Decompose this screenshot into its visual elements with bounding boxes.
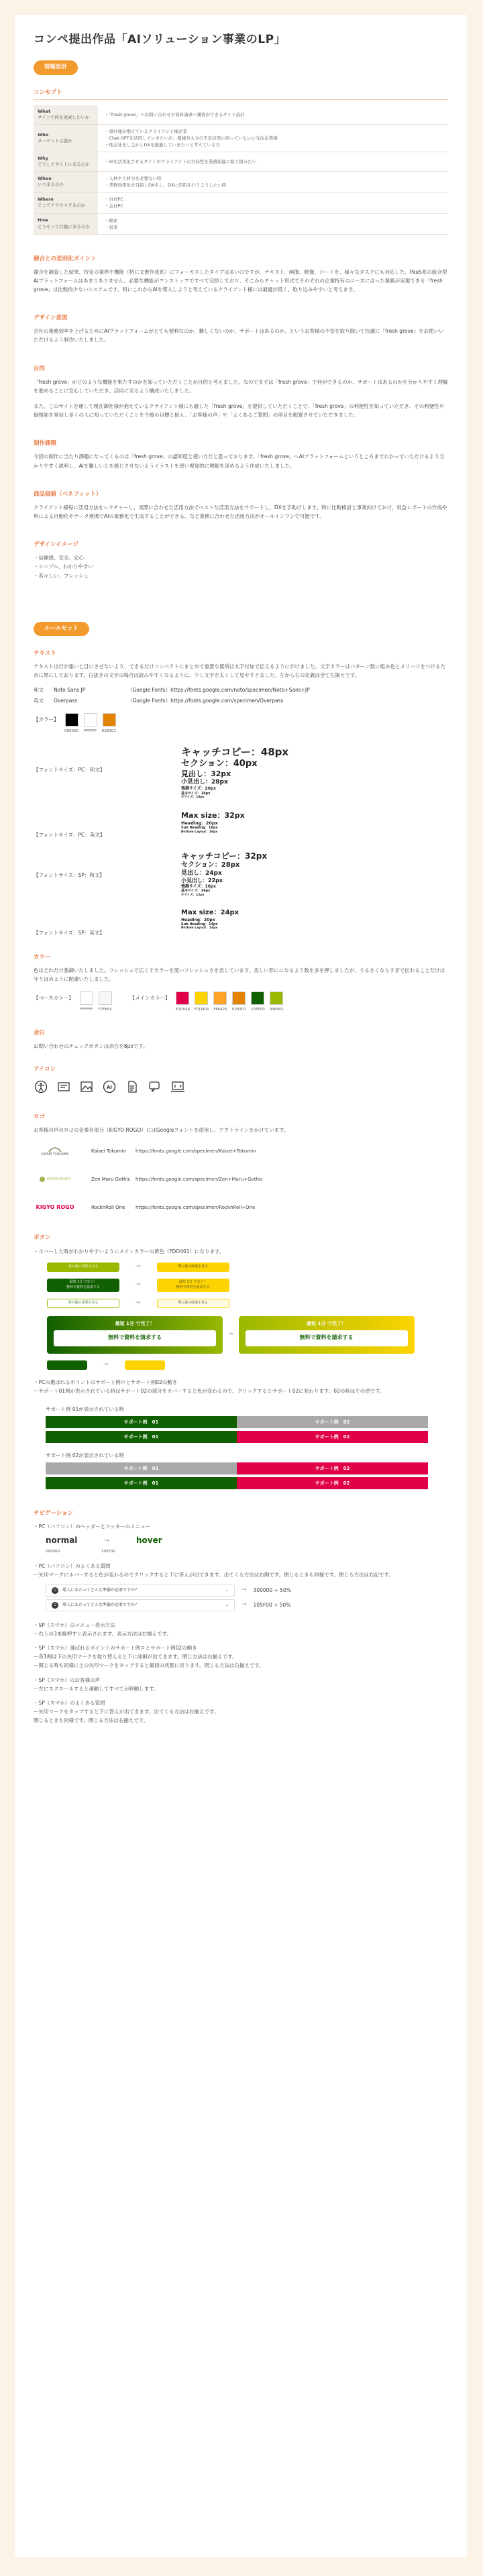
swatch-chip bbox=[195, 991, 208, 1005]
concept-key: Who ターゲットは誰か bbox=[34, 124, 98, 152]
design-image-heading: デザインイメージ bbox=[34, 541, 78, 549]
button-state-pair bbox=[47, 1299, 448, 1308]
concept-key: What サイトで何を達成したいか bbox=[34, 105, 98, 125]
sample-cta-small-normal[interactable]: 最短 1分 で完了！ 無料で資料を請求する bbox=[47, 1279, 119, 1292]
logo-block bbox=[34, 1113, 448, 1216]
concept-row bbox=[34, 124, 448, 152]
concept-key: Where どこでアクセスするのか bbox=[34, 193, 98, 213]
design-intent-block bbox=[34, 314, 448, 344]
margin-heading: 余白 bbox=[34, 1029, 46, 1036]
differentiation-block bbox=[34, 255, 448, 294]
logo-rocknroll: KIGYO ROGO bbox=[36, 1204, 74, 1211]
tab-group-state-2 bbox=[46, 1462, 428, 1474]
ocr-icon bbox=[56, 1079, 71, 1094]
nav-color-codes: 000000 105F00 bbox=[46, 1550, 115, 1554]
tab-support-02[interactable]: サポート例 02 bbox=[237, 1462, 428, 1474]
font-size-sample: 基本サイズ：14px bbox=[181, 889, 211, 894]
button-description: ・ホバーした時がわかりやすいようにメインカラーの黄色（FDD401）になります。 bbox=[34, 1248, 225, 1254]
tab-support-01[interactable]: サポート例 01 bbox=[46, 1462, 237, 1474]
hover-description-2: ーサポート01例が表示されている時はサポート02の部分をカバーすると色が変わるので、クリックするとサポート02に変わります。02の時はその逆です。 bbox=[34, 1387, 385, 1394]
palette-swatches: 【ベースカラー】 FFFFFF F7F6F4 【メインカラー】 E10048 FDD401 FFA426 E28301 105F00 99B901 bbox=[34, 991, 448, 1013]
color-swatch: FFA426 bbox=[213, 991, 227, 1013]
swatch-chip bbox=[84, 713, 97, 727]
design-keyword: ・若々しい、フレッシュ bbox=[34, 572, 89, 579]
nav-description-5: ・SP（スマホ）のお客様の声 ー左にスクロールすると連動してすべてが移動します。 bbox=[34, 1676, 159, 1692]
concept-row bbox=[34, 213, 448, 234]
concept-value: ・検索 ・営業 bbox=[98, 213, 448, 234]
nav-description-3: ・SP（スマホ）のメニュー表示方法 ー右上の3本線押すと表示されます。表示方法は右揃えです。 bbox=[34, 1621, 172, 1638]
tab-group-state-1-hover bbox=[46, 1431, 428, 1443]
cta-pair bbox=[47, 1316, 448, 1354]
font-size-sample: 見出し：24px bbox=[181, 869, 222, 877]
font-line-ja: 和文 Noto Sans JP （Google Fonts）https://fonts.google.com/noto/specimen/Noto+Sans+JP bbox=[34, 687, 310, 694]
faq-item[interactable]: Q 導入にあたってどんな準備が必要ですか？ ⌄ bbox=[46, 1585, 235, 1597]
benefit-heading: 商品価値（ベネフィット） bbox=[34, 490, 102, 498]
text-heading: テキスト bbox=[34, 649, 56, 657]
tab-demo bbox=[46, 1405, 428, 1489]
ai-icon bbox=[102, 1079, 117, 1094]
font-size-sample: セクション：40px bbox=[181, 758, 258, 769]
chevron-down-icon[interactable]: ⌄ bbox=[225, 1603, 229, 1608]
svg-text:AI: AI bbox=[106, 1085, 113, 1091]
section-pill-ruleset: ルールセット bbox=[34, 622, 89, 636]
tab-group-state-1 bbox=[46, 1416, 428, 1428]
document-icon bbox=[125, 1079, 140, 1094]
color-description: 色はどれだけ強調いたしました。フレッシュで広くすカラーを使いフレッシュさを表しています。美しい形にになるよう数を多を押しましたが、うるさくならすぎで伝わることだけは守りはめように配慮いたしました。 bbox=[34, 967, 445, 983]
document-page bbox=[15, 15, 467, 2557]
benefit-block bbox=[34, 490, 448, 521]
font-size-sample: Heading：20px bbox=[181, 820, 218, 826]
text-rules-block bbox=[34, 649, 448, 937]
tab-caption-2: サポート例 02が表示されている時 bbox=[46, 1452, 124, 1459]
font-size-sample: 小サイズ：14px bbox=[181, 795, 205, 799]
nav-description-2: ・PC（パソコン）のよくある質問 ー矢印マークにホバーすると色が変わるのでクリックすると下に答えが出てきます。出てくる方法は右側です。閉じるときも同様です。閉じる方法は右記です。 bbox=[34, 1562, 394, 1578]
benefit-text: クライアント様毎に活用方法をレクチャーし、実際に合わせた活用方法でベストな活用方法をサポートし、DXを手助けします。特に比較検討と事業向けておけ、収益レポートの作成や料による自動化やデータ連携でAIの業務化で生成することができる。など業務に合わせた活用方法がオールインワンで可能です。 bbox=[34, 504, 447, 519]
design-image-block bbox=[34, 541, 448, 580]
sample-small-normal[interactable] bbox=[47, 1360, 87, 1370]
concept-table bbox=[34, 105, 448, 235]
swatch-chip bbox=[80, 991, 93, 1005]
font-size-sample: 強調サイズ：20px bbox=[181, 786, 217, 792]
production-issue-heading: 制作課題 bbox=[34, 440, 57, 447]
tab-caption-1: サポート例 01が表示されている時 bbox=[46, 1406, 124, 1413]
tab-support-01[interactable]: サポート例 01 bbox=[46, 1431, 237, 1443]
concept-key: Why どうしてサイトに来るのか bbox=[34, 152, 98, 172]
tab-group-state-2-hover bbox=[46, 1477, 428, 1489]
production-issue-text: 今回の制作に当たり課題になってくるのは「fresh grove」の認知度と使い方だと思っております。「fresh grove」へAIプラットフォームというところまでわかっていただけるよう分かりやすく説明し、AIを難しいとを感じさせないようイラストを使い視覚的に理解を深めるよう作成いたしました。 bbox=[34, 453, 445, 469]
font-size-sample: Sub Heading：14px bbox=[181, 922, 218, 927]
navigation-heading: ナビゲーション bbox=[34, 1510, 74, 1517]
font-line-en: 英文 Overpass （Google Fonts）https://fonts.google.com/specimen/Overpass bbox=[34, 697, 284, 704]
font-size-sample: 強調サイズ：16px bbox=[181, 883, 217, 889]
font-size-spec: 【フォントサイズ：SP：和文】 キャッチコピー：32px セクション：28px 見出し：24px 小見出し：22px 強調サイズ：16px 基本サイズ：14px 小サイズ：12px bbox=[34, 851, 268, 897]
design-keyword: ・信頼感、安全、安心 bbox=[34, 555, 84, 561]
swatch-chip bbox=[103, 713, 116, 727]
chevron-down-icon[interactable]: ⌄ bbox=[225, 1588, 229, 1593]
concept-key: When いつ来るのか bbox=[34, 172, 98, 193]
logo-zenmaru: KIGYO ROGO bbox=[34, 1171, 76, 1188]
concept-heading: コンセプト bbox=[34, 89, 448, 100]
purpose-heading: 目的 bbox=[34, 365, 46, 372]
font-size-sample: Bottom Layout：14px bbox=[181, 926, 218, 930]
dot-icon bbox=[40, 1177, 45, 1182]
concept-value: ・自社PC ・会社PC bbox=[98, 193, 448, 213]
purpose-text-2: また、このサイトを通して現在御社様が抱えているクライアント様にも適した「fresh grove」を提供していただくことで、「fresh grove」の利便性を知っていただき、その利便性や価格面を発信し多くの人に知っていただくことを今後の目標と捉え、「お客様の声」や「よくあるご質問」の項目を配置させていただきました。 bbox=[34, 403, 445, 419]
font-size-spec: 【フォントサイズ：PC：英文】 Max size：32px Heading：20px Sub Heading：16px Bottom Layout：16px bbox=[34, 811, 245, 839]
logo-description: お客様の声のロゴの企業名部分（KIGYO ROGO）にはGoogleフォントを使用し、アウトラインをかけています。 bbox=[34, 1127, 289, 1134]
sample-small-hover[interactable] bbox=[125, 1360, 165, 1370]
concept-row bbox=[34, 172, 448, 193]
nav-description-1: ・PC（パソコン）のヘッダーとフッターのメニュー bbox=[34, 1523, 151, 1530]
logo-row: KIGYO ROGO Zen Maru Gothic https://fonts.google.com/specimen/Zen+Maru+Gothic bbox=[34, 1171, 448, 1188]
design-intent-heading: デザイン意図 bbox=[34, 315, 68, 322]
logo-heading: ロゴ bbox=[34, 1114, 46, 1121]
arrow-right-icon: → bbox=[241, 1601, 247, 1608]
font-size-sample: キャッチコピー：48px bbox=[181, 746, 289, 759]
color-swatch: F7F6F4 bbox=[98, 991, 113, 1013]
button-state-pair bbox=[47, 1263, 448, 1272]
text-description: テキストは行が重いと目にさせないよう、できるだけコンパクトにまとめて重要な箇所は太字付加で伝えるようにがけました。文字カラーはパターン数に組み色とメリハリをつけるために黒にしております。白抜きの文字の場合は読みやすくなるように、少し文字を太くして見やすさました。左から右の定義は全て左揃えです。 bbox=[34, 663, 445, 679]
tab-support-02[interactable]: サポート例 02 bbox=[237, 1477, 428, 1489]
purpose-block bbox=[34, 365, 448, 420]
icon-row bbox=[34, 1079, 448, 1094]
design-intent-text: 会社の業務効率を上げるためにAIプラットフォームがとても便利なのか、難しくないのか、サポートはあるのか、というお客様の不安を取り除いて快適に「fresh grove」をお使いいただけるよう制作いたしました。 bbox=[34, 328, 444, 343]
nav-normal-label[interactable]: normal bbox=[46, 1535, 78, 1545]
swatch-chip bbox=[65, 713, 78, 727]
navigation-block bbox=[34, 1509, 448, 1725]
text-color-swatches: 【カラー】 000000 FFFFFF E28301 bbox=[34, 713, 448, 735]
question-badge-icon: Q bbox=[52, 1587, 58, 1594]
font-size-sample: 見出し：32px bbox=[181, 769, 231, 779]
tab-support-01[interactable]: サポート例 01 bbox=[46, 1477, 237, 1489]
purpose-text-1: 「fresh grove」がどのような機能を果たすのかを知っていただくことが目的と考えました。なのでまずは「fresh grove」で何ができるのか、サポートはあるのかを分かりやすく理解を進めることに安心していただき、活用に至るよう構成いたしました。 bbox=[34, 378, 448, 394]
sample-cta-small-hover[interactable]: 最短 1分 で完了！ 無料で資料を請求する bbox=[157, 1279, 229, 1292]
font-size-sample: キャッチコピー：32px bbox=[181, 851, 268, 861]
color-swatch: E28301 bbox=[231, 991, 246, 1013]
sample-outline-normal[interactable]: 導入後の成果を見る bbox=[47, 1299, 119, 1308]
question-badge-icon: Q bbox=[52, 1602, 58, 1609]
cta-button-normal[interactable]: 最短 1分 で完了！ 無料で資料を請求する bbox=[47, 1316, 223, 1354]
font-size-sample: 基本サイズ：16px bbox=[181, 791, 211, 796]
concept-key: How どうやって行動に来るのか bbox=[34, 213, 98, 234]
color-heading: カラー bbox=[34, 953, 51, 961]
logo-kaisei: KAISEI TOKUMIN bbox=[34, 1142, 76, 1160]
nav-state-demo bbox=[46, 1534, 448, 1547]
swatch-chip bbox=[99, 991, 112, 1005]
swatch-chip bbox=[213, 991, 227, 1005]
font-size-sample: Sub Heading：16px bbox=[181, 826, 218, 830]
font-size-spec: 【フォントサイズ：SP：英文】 Max size：24px Heading：20px Sub Heading：14px Bottom Layout：14px bbox=[34, 909, 239, 936]
logo-row: KIGYO ROGO RocknRoll One https://fonts.google.com/specimen/RocknRoll+One bbox=[34, 1199, 448, 1216]
chat-icon bbox=[148, 1079, 162, 1094]
cta-button-hover[interactable]: 最短 1分 で完了！ 無料で資料を請求する bbox=[239, 1316, 415, 1354]
color-swatch: FFFFFF bbox=[83, 713, 98, 735]
button-block bbox=[34, 1234, 448, 1489]
button-heading: ボタン bbox=[34, 1234, 51, 1242]
font-size-sample: 小サイズ：12px bbox=[181, 893, 205, 897]
font-size-sample: セクション：28px bbox=[181, 861, 240, 869]
nav-description-4: ・SP（スマホ）選ばれるポイントのサポート例ロとサポート例02の動き ー各1例は下の矢印マークを取り替えると下に詳細が出てきます。閉じ方法は右揃えです。 ー開じる時も同様に上の矢印マークをタップすると最初の状態に戻ります。閉じる方法は右揃えです。 bbox=[34, 1645, 264, 1669]
accessibility-icon bbox=[34, 1079, 48, 1094]
color-swatch: E10048 bbox=[175, 991, 190, 1013]
font-size-sample: Bottom Layout：16px bbox=[181, 830, 218, 834]
sample-outline-hover[interactable]: 導入後の成果を見る bbox=[157, 1299, 229, 1308]
concept-value: ・書社様が抱えているクライアント様企業 ・Chat GPTを活用していきたいが、模様が大分の不足活用に困っていないに受注企業様 ・他会社比し生かしDXを推進していきたいと考えている方 bbox=[98, 124, 448, 152]
concept-row bbox=[34, 193, 448, 213]
font-size-sample: 小見出し：22px bbox=[181, 877, 223, 883]
tab-support-01[interactable]: サポート例 01 bbox=[46, 1416, 237, 1428]
image-icon bbox=[79, 1079, 94, 1094]
arrow-right-icon: → bbox=[228, 1330, 233, 1338]
font-size-sample: 小見出し：28px bbox=[181, 778, 228, 786]
design-keyword: ・シンプル、わかりやすい bbox=[34, 564, 93, 570]
hover-description-1: ・PCの選ばれるポイントのサポート例ロとサポート例02の動き bbox=[34, 1379, 178, 1385]
concept-row bbox=[34, 152, 448, 172]
swatch-chip bbox=[176, 991, 189, 1005]
color-swatch: FDD401 bbox=[194, 991, 209, 1013]
tab-support-02[interactable]: サポート例 02 bbox=[237, 1416, 428, 1428]
faq-item[interactable]: Q 導入にあたってどんな準備が必要ですか？ ⌄ bbox=[46, 1599, 235, 1611]
sample-button-hover[interactable]: 導入後の成果を見る bbox=[157, 1263, 229, 1272]
button-state-pair bbox=[47, 1360, 448, 1370]
concept-row bbox=[34, 105, 448, 125]
swatch-chip bbox=[232, 991, 246, 1005]
swatch-chip bbox=[270, 991, 283, 1005]
section-pill-info-design: 情報設計 bbox=[34, 60, 78, 74]
margin-block bbox=[34, 1029, 448, 1051]
arrow-right-icon: → bbox=[136, 1299, 141, 1306]
tab-support-02[interactable]: サポート例 02 bbox=[237, 1431, 428, 1443]
differentiation-text: 競合を調査した結果、特定の業界や機能（特に文書作成系）にフォーカスしたタイプは多いのですが、テキスト、画像、映像、コードを、様々なタスクにも対応した、PaaS系の統合型AIプラットフォームはあまりありません。必要な機能がワンストップですべて完結しており、そこからチャット形式でそれぞれの企業特有のニーズに合った業務が実現できる「fresh grove」は比較的少ないシステムです。特にこれからAIを導入しようと考えているクライアント様には最適が低く、取り込みやすいと考えます。 bbox=[34, 268, 447, 293]
arrow-right-icon: → bbox=[241, 1586, 247, 1593]
concept-value: ・AIを活用化させるサイトやクライアントの方向性を業務促進に取り組みたい bbox=[98, 152, 448, 172]
arrow-right-icon: → bbox=[103, 1360, 109, 1368]
faq-demo-row: Q 導入にあたってどんな準備が必要ですか？ ⌄ → 105F00 + 50% bbox=[46, 1599, 448, 1611]
code-laptop-icon bbox=[170, 1079, 185, 1094]
swatch-chip bbox=[251, 991, 264, 1005]
font-size-sample: Max size：24px bbox=[181, 909, 239, 917]
arrow-right-icon: → bbox=[136, 1263, 141, 1270]
button-state-pair bbox=[47, 1279, 448, 1292]
nav-hover-label[interactable]: hover bbox=[136, 1535, 162, 1545]
font-size-spec: 【フォントサイズ：PC：和文】 キャッチコピー：48px セクション：40px 見出し：32px 小見出し：28px 強調サイズ：20px 基本サイズ：16px 小サイズ：14px bbox=[34, 746, 289, 799]
differentiation-heading: 競合との差別化ポイント bbox=[34, 255, 97, 262]
font-size-sample: Max size：32px bbox=[181, 811, 245, 820]
arrow-right-icon: → bbox=[104, 1538, 109, 1545]
color-swatch: E28301 bbox=[102, 713, 117, 735]
arrow-right-icon: → bbox=[136, 1281, 141, 1288]
production-issue-block bbox=[34, 439, 448, 470]
concept-value: ・人材や人材力を必要ない時 ・業務効率化を目指しDXをし、DXに活用を行うようしたい時 bbox=[98, 172, 448, 193]
sample-button-normal[interactable]: 導入後の成果を見る bbox=[47, 1263, 119, 1272]
color-block bbox=[34, 953, 448, 1013]
document-title: コンペ提出作品「AIソリューション事業のLP」 bbox=[34, 33, 286, 46]
icon-heading: アイコン bbox=[34, 1066, 56, 1073]
logo-row: KAISEI TOKUMIN Kaisei Tokumin https://fonts.google.com/specimen/Kaisei+Tokumin bbox=[34, 1142, 448, 1160]
margin-text: お問い合わせのチェックボタンは余白を8pxです。 bbox=[34, 1042, 148, 1049]
font-size-sample: Heading：20px bbox=[181, 917, 215, 922]
nav-description-6: ・SP（スマホ）のよくある質問 ー矢印マークをタップすると下に答えが出てきます。出てくる方法は右揃えです。 閉じるときも同様です。閉じる方法は右揃えです。 bbox=[34, 1699, 219, 1724]
color-swatch: 105F00 bbox=[250, 991, 265, 1013]
faq-demo-row: Q 導入にあたってどんな準備が必要ですか？ ⌄ → 300000 + 50% bbox=[46, 1585, 448, 1597]
color-swatch: FFFFFF bbox=[79, 991, 94, 1013]
leaf-icon bbox=[48, 1146, 62, 1152]
concept-value: ・「fresh grove」へお問い合わせや資料請求へ獲得ができるサイト設計 bbox=[98, 105, 448, 125]
color-swatch: 99B901 bbox=[269, 991, 284, 1013]
color-swatch: 000000 bbox=[64, 713, 79, 735]
